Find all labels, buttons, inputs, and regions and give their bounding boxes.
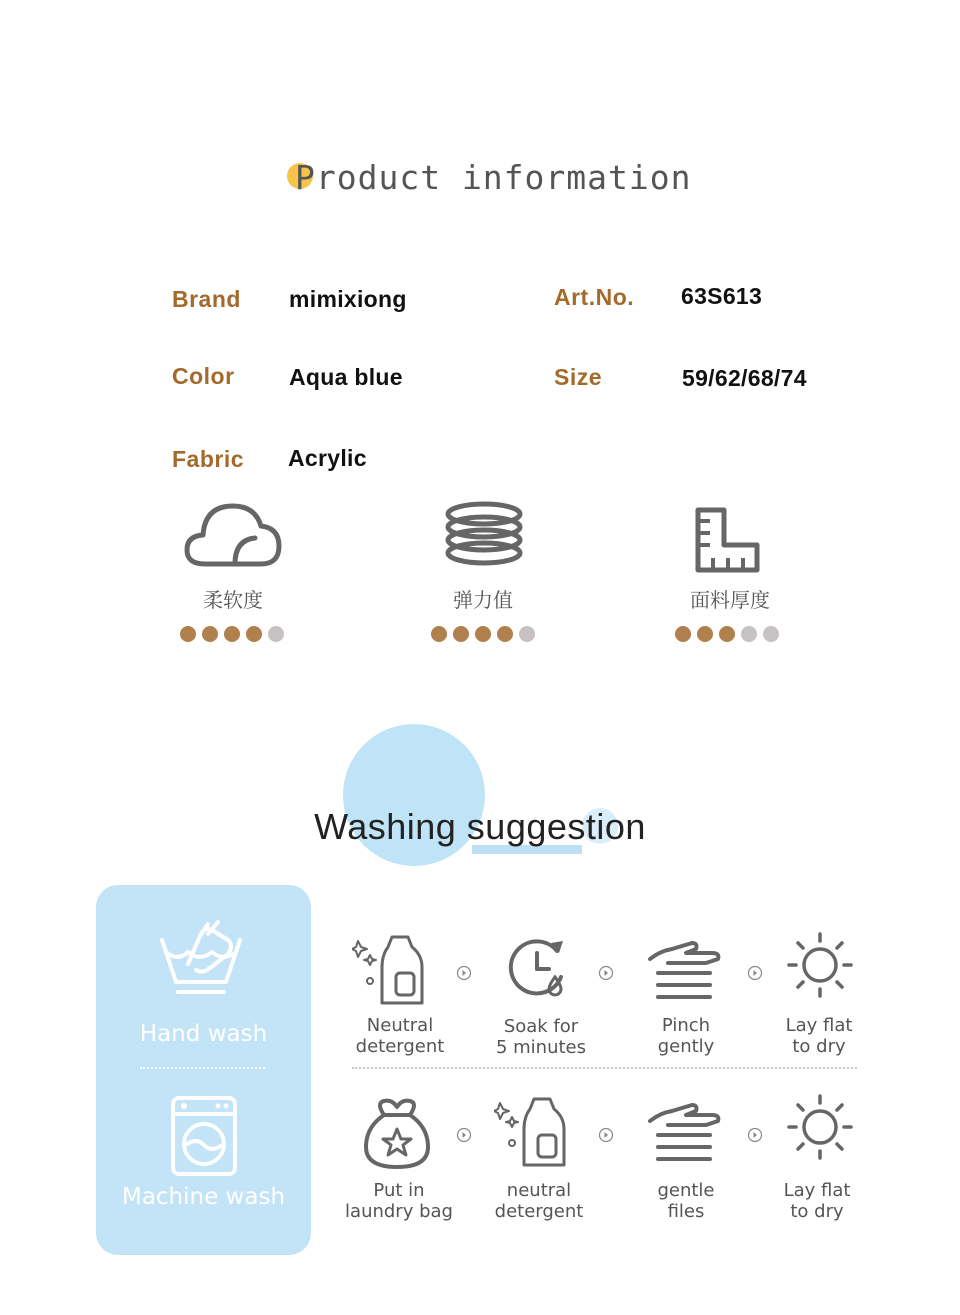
softness-rating [180, 626, 284, 642]
rating-dot-empty [519, 626, 535, 642]
hand-step-4 [744, 1015, 894, 1057]
timer-clock-icon [507, 937, 569, 999]
rating-dot-filled [431, 626, 447, 642]
rating-dot-filled [246, 626, 262, 642]
step-line: detergent [494, 1201, 584, 1222]
step-line: Put in [373, 1180, 425, 1201]
rating-dot-filled [475, 626, 491, 642]
hand-step-2 [466, 1016, 616, 1058]
hand-step-3 [611, 1015, 761, 1057]
color-label: Color [172, 363, 235, 389]
hand-wash-label: Hand wash [139, 1021, 268, 1047]
next-arrow-icon [598, 965, 614, 981]
step-line: gently [657, 1036, 715, 1057]
size-label: Size [554, 364, 603, 390]
sun-icon [787, 1094, 853, 1160]
brand-value: mimixiong [289, 286, 407, 312]
step-line: to dry [790, 1201, 844, 1222]
step-line: gentle [657, 1180, 715, 1201]
detergent-bottle-icon [352, 933, 426, 1007]
brand-label: Brand [172, 286, 241, 312]
rating-dot-empty [763, 626, 779, 642]
washing-machine-icon [170, 1095, 238, 1177]
step-line: Neutral [366, 1015, 434, 1036]
cloud-icon [183, 500, 283, 570]
rating-dot-empty [268, 626, 284, 642]
rating-dot-empty [741, 626, 757, 642]
machine-step-3 [611, 1180, 761, 1222]
rating-dot-filled [453, 626, 469, 642]
thickness-rating [675, 626, 779, 642]
next-arrow-icon [747, 965, 763, 981]
thickness-label: 面料厚度 [690, 588, 770, 612]
softness-label: 柔软度 [203, 588, 263, 612]
next-arrow-icon [598, 1127, 614, 1143]
step-line: to dry [792, 1036, 846, 1057]
machine-wash-label: Machine wash [121, 1184, 286, 1210]
fabric-label: Fabric [172, 446, 245, 472]
machine-step-4 [742, 1180, 892, 1222]
pinch-hand-icon [646, 1099, 724, 1165]
pinch-hand-icon [646, 937, 724, 1003]
size-value: 59/62/68/74 [682, 365, 807, 391]
ruler-icon [695, 507, 761, 573]
laundry-bag-icon [362, 1097, 432, 1171]
art-no-value: 63S613 [681, 283, 763, 309]
step-line: 5 minutes [495, 1037, 587, 1058]
art-no-label: Art.No. [554, 284, 635, 310]
step-line: files [667, 1201, 705, 1222]
step-line: laundry bag [345, 1201, 453, 1222]
fabric-value: Acrylic [288, 445, 367, 471]
sun-icon [787, 932, 853, 998]
step-line: detergent [355, 1036, 445, 1057]
next-arrow-icon [456, 1127, 472, 1143]
rating-dot-filled [497, 626, 513, 642]
steps-divider [352, 1067, 857, 1069]
rating-dot-filled [202, 626, 218, 642]
panel-divider [140, 1067, 265, 1069]
rating-dot-filled [675, 626, 691, 642]
color-value: Aqua blue [289, 364, 403, 390]
step-line: Lay flat [785, 1015, 853, 1036]
machine-step-2 [464, 1180, 614, 1222]
step-line: Pinch [661, 1015, 711, 1036]
next-arrow-icon [456, 965, 472, 981]
elasticity-label: 弹力值 [453, 588, 513, 612]
coil-spring-icon [443, 500, 525, 574]
rating-dot-filled [697, 626, 713, 642]
machine-step-1 [324, 1180, 474, 1222]
step-line: neutral [506, 1180, 572, 1201]
step-line: Soak for [503, 1016, 579, 1037]
detergent-bottle-icon [494, 1095, 568, 1169]
washing-title: Washing suggestion [314, 806, 646, 847]
next-arrow-icon [747, 1127, 763, 1143]
rating-dot-filled [719, 626, 735, 642]
hand-step-1 [325, 1015, 475, 1057]
rating-dot-filled [224, 626, 240, 642]
elasticity-rating [431, 626, 535, 642]
hand-wash-icon [158, 918, 244, 996]
product-info-title: Product information [295, 158, 692, 197]
rating-dot-filled [180, 626, 196, 642]
step-line: Lay flat [783, 1180, 851, 1201]
